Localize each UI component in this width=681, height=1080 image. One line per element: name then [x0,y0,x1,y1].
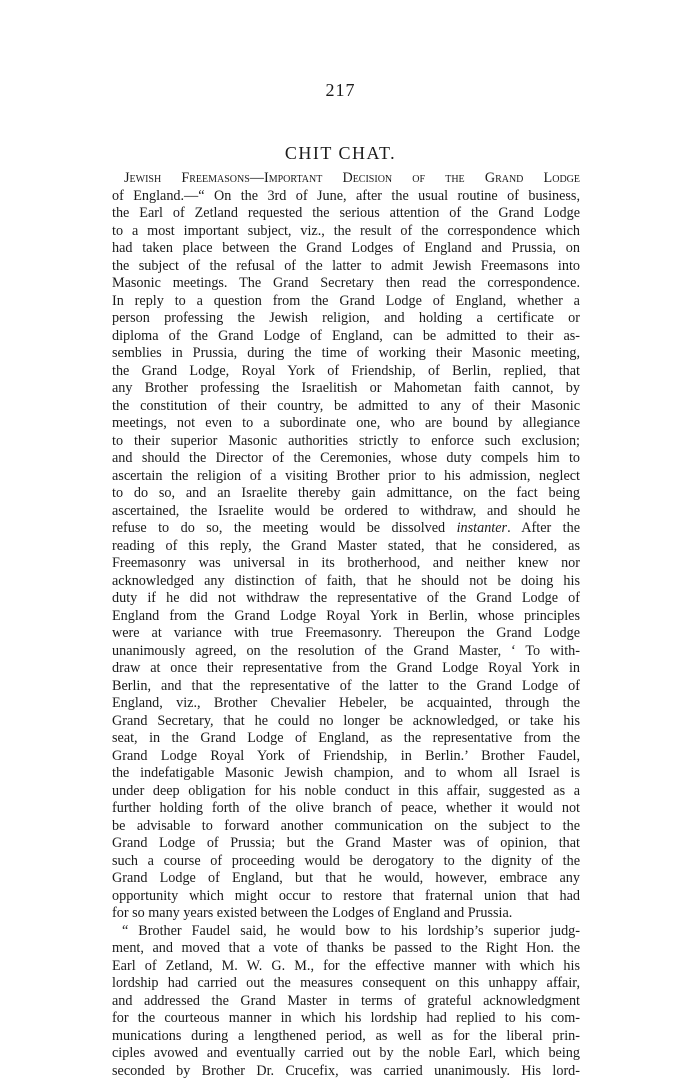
text-line: the Grand Lodge, Royal York of Friendship, of Berlin, replied, that [112,363,580,381]
text-line: diploma of the Grand Lodge of England, can be admitted to their as- [112,328,580,346]
text-line: Grand Lodge Royal York of Friendship, in Berlin.’ Brother Faudel, [112,748,580,766]
text-line: acknowledged any distinction of faith, that he should not be doing his [112,573,580,591]
text-line: Grand Secretary, that he could no longer be acknowledged, or take his [112,713,580,731]
text-line: Berlin, and that the representative of the latter to the Grand Lodge of [112,678,580,696]
text-line: Grand Lodge of Prussia; but the Grand Master was of opinion, that [112,835,580,853]
text-line: seconded by Brother Dr. Crucefix, was carried unanimously. His lord- [112,1063,580,1080]
text-line: ascertained, the Israelite would be ordered to withdraw, and should he [112,503,580,521]
text-line: opportunity which might occur to restore that fraternal union that had [112,888,580,906]
text-line: England from the Grand Lodge Royal York in Berlin, whose principles [112,608,580,626]
paragraph-start-line: “ Brother Faudel said, he would bow to his lordship’s superior judg- [112,923,580,941]
italic-word: instanter [457,520,507,536]
text-line: ciples avowed and eventually carried out by the noble Earl, which being [112,1045,580,1063]
text-line: the Earl of Zetland requested the serious attention of the Grand Lodge [112,205,580,223]
text-line: Freemasonry was universal in its brotherhood, and neither knew nor [112,555,580,573]
text-line: meetings, not even to a subordinate one, who are bound by allegiance [112,415,580,433]
page-number: 217 [0,80,681,101]
text-line: refuse to do so, the meeting would be dissolved instanter. After the [112,520,580,538]
text-line: under deep obligation for his noble conduct in this affair, suggested as a [112,783,580,801]
text-line: had taken place between the Grand Lodges of England and Prussia, on [112,240,580,258]
text-line: further holding forth of the olive branch of peace, whether it would not [112,800,580,818]
text-line: Masonic meetings. The Grand Secretary then read the correspondence. [112,275,580,293]
text-line: In reply to a question from the Grand Lodge of England, whether a [112,293,580,311]
text-line: the indefatigable Masonic Jewish champion, and to whom all Israel is [112,765,580,783]
text-line: for the courteous manner in which his lordship had replied to his com- [112,1010,580,1028]
text-line: ascertain the religion of a visiting Brother prior to his admission, neglect [112,468,580,486]
text-line: were at variance with true Freemasonry. Thereupon the Grand Lodge [112,625,580,643]
text-line: ment, and moved that a vote of thanks be passed to the Right Hon. the [112,940,580,958]
text-line: to their superior Masonic authorities strictly to enforce such exclusion; [112,433,580,451]
article-heading-line: Jewish Freemasons—Important Decision of the Grand Lodge [112,170,580,188]
text-line: be advisable to forward another communication on the subject to the [112,818,580,836]
text-line: lordship had carried out the measures consequent on this unhappy affair, [112,975,580,993]
text-line: to do so, and an Israelite thereby gain admittance, on the fact being [112,485,580,503]
text-line: and addressed the Grand Master in terms of grateful acknowledgment [112,993,580,1011]
text-line: England, viz., Brother Chevalier Hebeler, be acquainted, through the [112,695,580,713]
text-line: for so many years existed between the Lodges of England and Prussia. [112,905,580,923]
article-body [112,170,580,1080]
text-line: the constitution of their country, be admitted to any of their Masonic [112,398,580,416]
text-line: any Brother professing the Israelitish or Mahometan faith cannot, by [112,380,580,398]
text-line: such a course of proceeding would be derogatory to the dignity of the [112,853,580,871]
text-line: draw at once their representative from the Grand Lodge Royal York in [112,660,580,678]
text-line: seat, in the Grand Lodge of England, as the representative from the [112,730,580,748]
text-line: Grand Lodge of England, but that he would, however, embrace any [112,870,580,888]
text-line: semblies in Prussia, during the time of working their Masonic meeting, [112,345,580,363]
text-line: unanimously agreed, on the resolution of the Grand Master, ‘ To with- [112,643,580,661]
section-title: CHIT CHAT. [0,143,681,164]
text-line: munications during a lengthened period, as well as for the liberal prin- [112,1028,580,1046]
text-line: reading of this reply, the Grand Master stated, that he considered, as [112,538,580,556]
text-line: of England.—“ On the 3rd of June, after the usual routine of business, [112,188,580,206]
text-line: Earl of Zetland, M. W. G. M., for the effective manner with which his [112,958,580,976]
text-line: and should the Director of the Ceremonies, whose duty compels him to [112,450,580,468]
text-line: the subject of the refusal of the latter to admit Jewish Freemasons into [112,258,580,276]
text-line: person professing the Jewish religion, and holding a certificate or [112,310,580,328]
text-line: to a most important subject, viz., the result of the correspondence which [112,223,580,241]
text-line: duty if he did not withdraw the representative of the Grand Lodge of [112,590,580,608]
